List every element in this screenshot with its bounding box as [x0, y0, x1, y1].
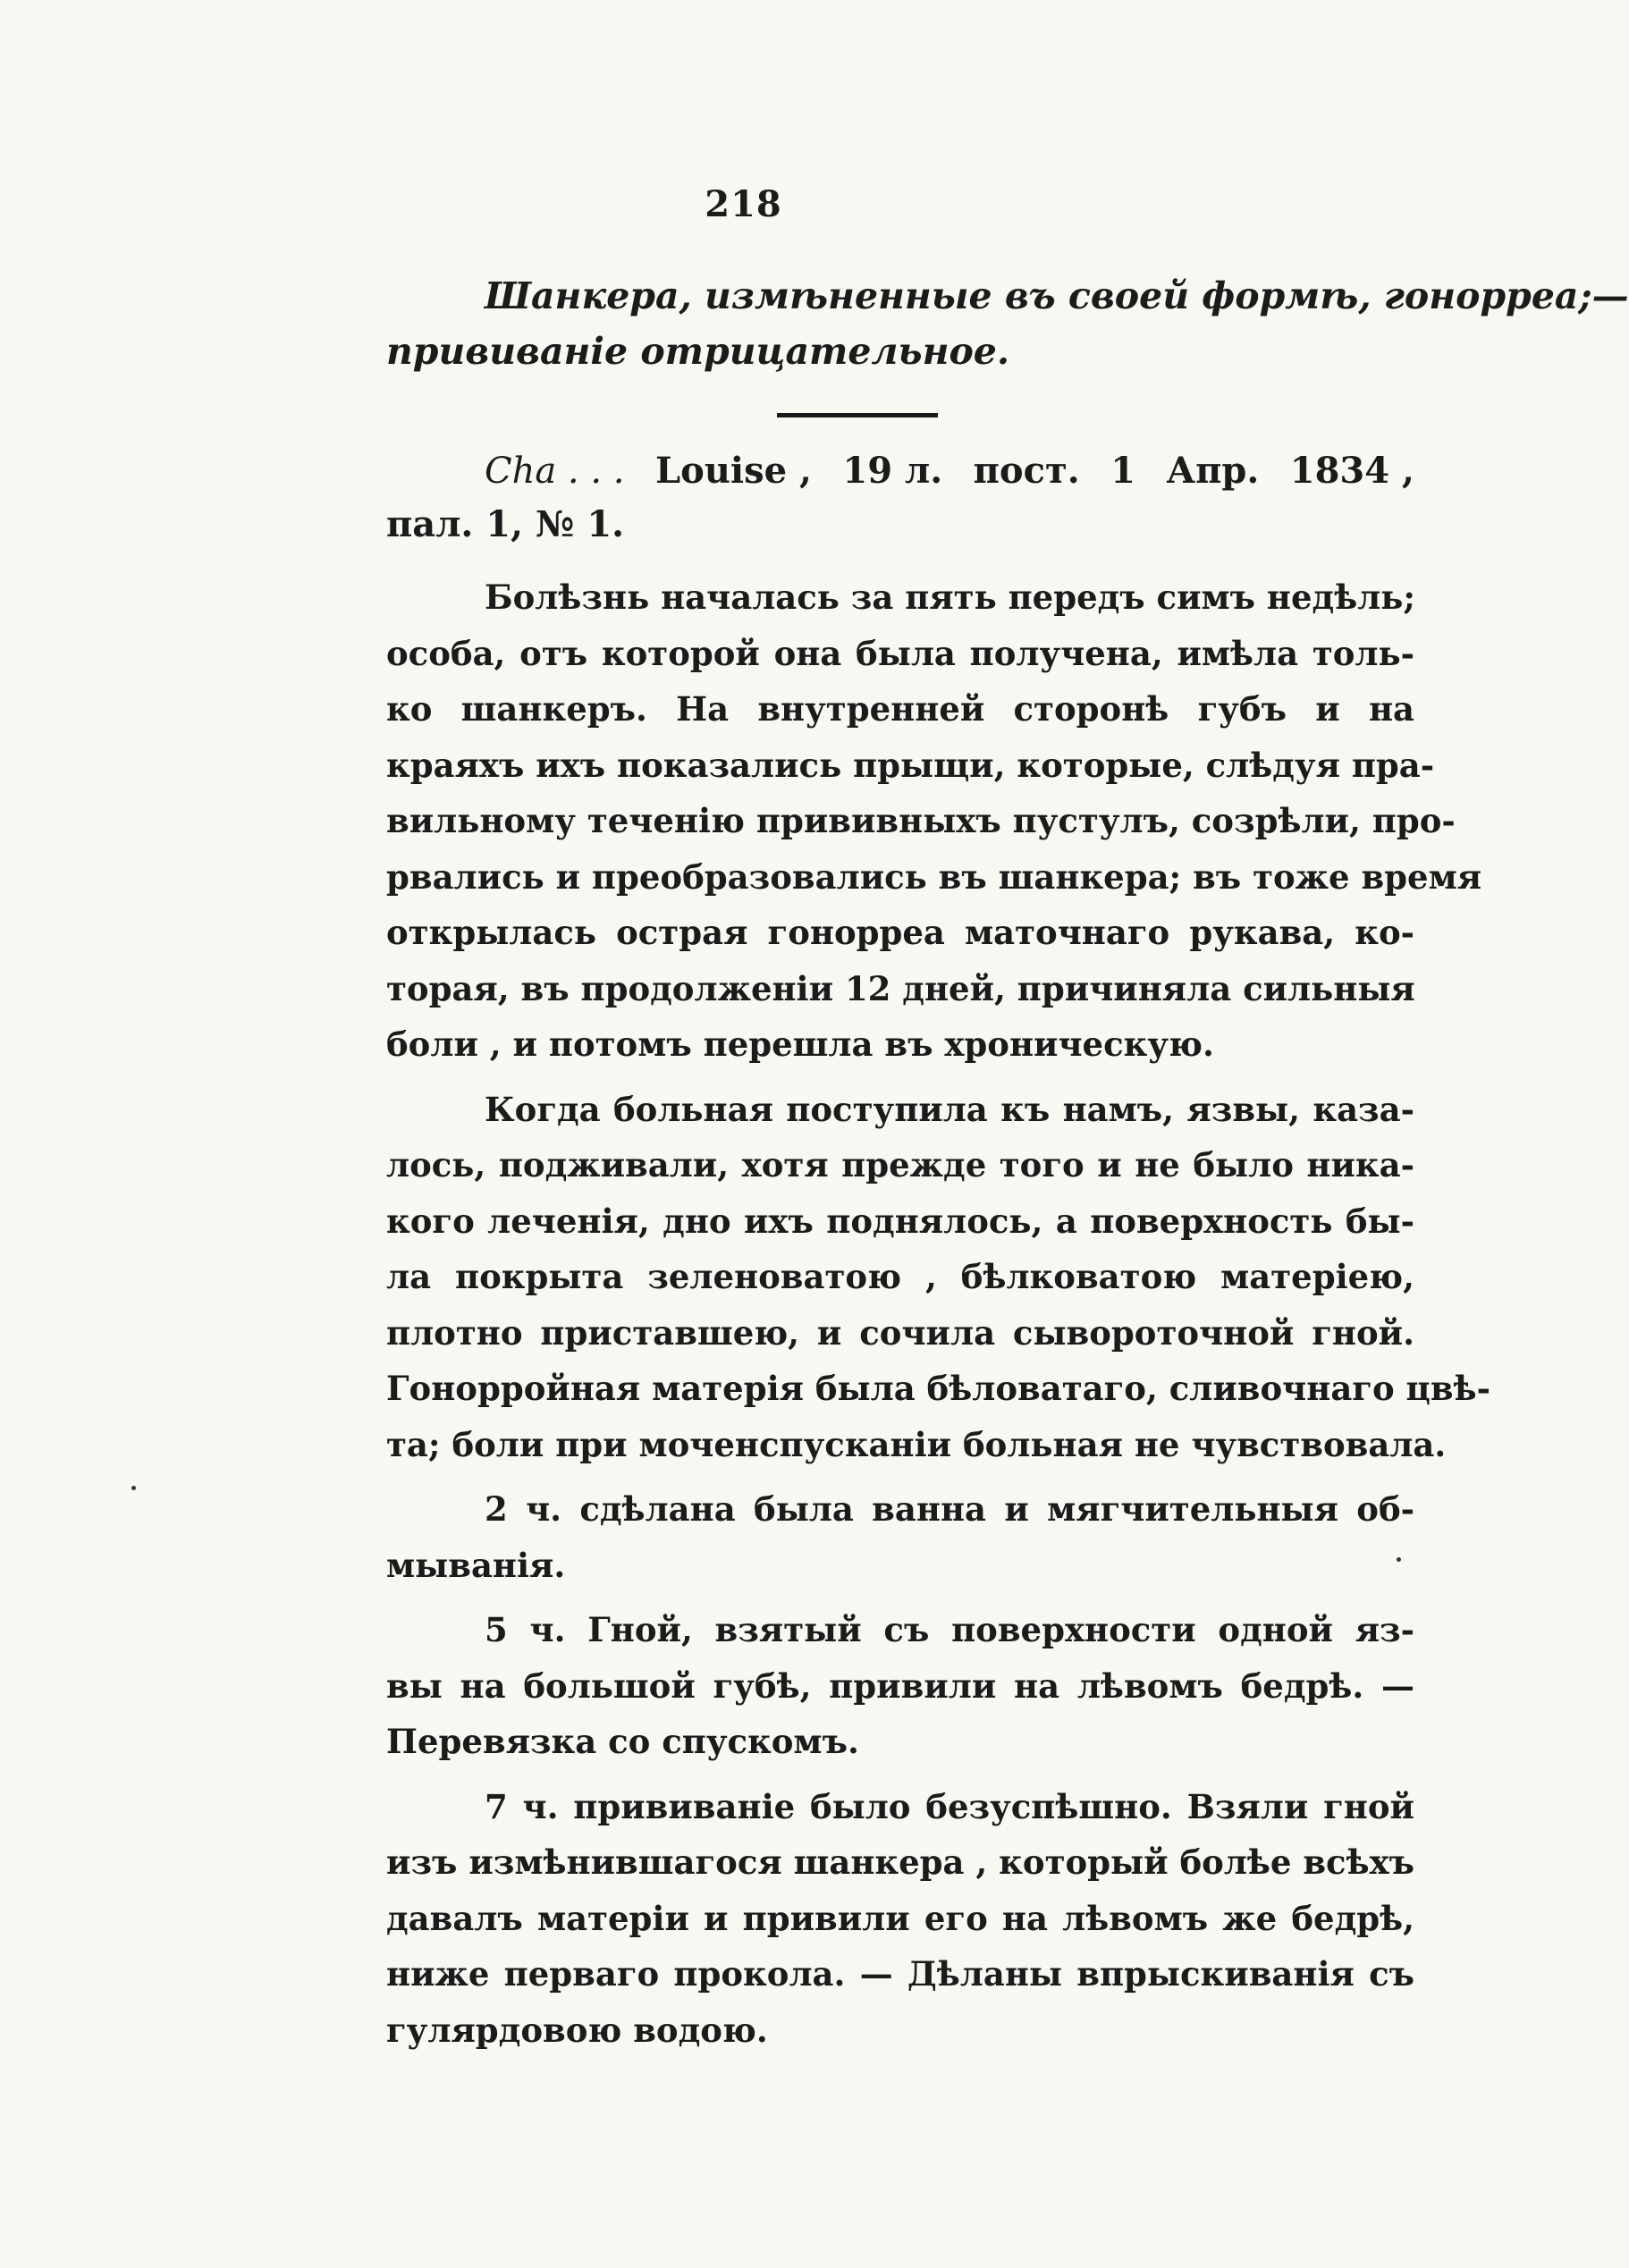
- text-line: вы на большой губѣ, привили на лѣвомъ бедрѣ. —: [386, 1665, 1414, 1706]
- text-line: Болѣзнь началась за пять передъ симъ недѣль;: [485, 578, 1416, 617]
- section-title-line-2: прививаніе отрицательное.: [386, 330, 1010, 373]
- text-line: особа, отъ которой она была получена, имѣла толь-: [386, 633, 1414, 673]
- case-header-row: [386, 444, 1414, 498]
- patient-first-name: Louise ,: [655, 450, 812, 492]
- paragraph: [386, 569, 1482, 1073]
- text-line: изъ измѣнившагося шанкера , который болѣе всѣхъ: [386, 1842, 1415, 1882]
- paragraph: [386, 1082, 1490, 1473]
- page-number: 218: [705, 183, 782, 225]
- text-line: лось, подживали, хотя прежде того и не было ника-: [386, 1145, 1414, 1185]
- text-line: ниже перваго прокола. — Дѣланы впрыскиванія съ: [386, 1954, 1414, 1994]
- admitted-label: пост.: [973, 450, 1080, 492]
- admitted-day: 1: [1110, 450, 1136, 492]
- text-line: гулярдовою водою.: [386, 2010, 768, 2050]
- text-line: мыванія.: [386, 1545, 566, 1585]
- text-line: ко шанкеръ. На внутренней сторонѣ губъ и на: [386, 689, 1414, 729]
- text-line: плотно приставшею, и сочила сывороточной гной.: [386, 1312, 1414, 1353]
- text-line: торая, въ продолженіи 12 дней, причиняла сильныя: [386, 968, 1415, 1008]
- text-line: та; боли при моченспусканіи больная не чувствовала.: [386, 1424, 1447, 1464]
- text-line: Когда больная поступила къ намъ, язвы, каза-: [485, 1089, 1414, 1129]
- text-line: давалъ матеріи и привили его на лѣвомъ же бедрѣ,: [386, 1898, 1414, 1938]
- case-body: [386, 569, 1490, 2058]
- ward-info: пал. 1, № 1.: [386, 503, 625, 545]
- text-line: боли , и потомъ перешла въ хроническую.: [386, 1024, 1214, 1064]
- text-line: 5 ч. Гной, взятый съ поверхности одной яз-: [485, 1610, 1414, 1649]
- paragraph: [386, 1779, 1414, 2059]
- patient-age: 19 л.: [842, 450, 943, 492]
- admitted-year: 1834 ,: [1289, 450, 1414, 492]
- admitted-month: Апр.: [1166, 450, 1260, 492]
- page-content: [386, 268, 1629, 2067]
- section-title: [386, 268, 1629, 379]
- text-line: краяхъ ихъ показались прыщи, которые, слѣдуя пра-: [386, 745, 1435, 785]
- text-line: открылась острая гонорреа маточнаго рукава, ко-: [386, 913, 1414, 952]
- text-line: 2 ч. сдѣлана была ванна и мягчительныя об-: [485, 1489, 1414, 1529]
- text-line: кого леченія, дно ихъ поднялось, а поверхность бы-: [386, 1201, 1414, 1241]
- paragraph: [386, 1602, 1414, 1770]
- section-title-line-1: Шанкера, измѣненные въ своей формѣ, гонорреа;—: [485, 274, 1629, 317]
- print-speck: [1397, 1557, 1401, 1562]
- text-line: вильному теченію прививныхъ пустулъ, созрѣли, про-: [386, 801, 1456, 840]
- text-line: 7 ч. прививаніе было безуспѣшно. Взяли гной: [485, 1786, 1414, 1826]
- case-header: [386, 444, 1414, 552]
- text-line: Гонорройная матерія была бѣловатаго, сливочнаго цвѣ-: [386, 1369, 1490, 1408]
- text-line: Перевязка со спускомъ.: [386, 1722, 859, 1761]
- text-line: рвались и преобразовались въ шанкера; въ тоже время: [386, 856, 1482, 897]
- print-speck: [131, 1486, 136, 1490]
- text-line: ла покрыта зеленоватою , бѣлковатою матеріею,: [386, 1257, 1414, 1296]
- paragraph: [386, 1481, 1414, 1593]
- patient-name: Cha . . .: [485, 451, 625, 492]
- title-divider: [777, 413, 938, 417]
